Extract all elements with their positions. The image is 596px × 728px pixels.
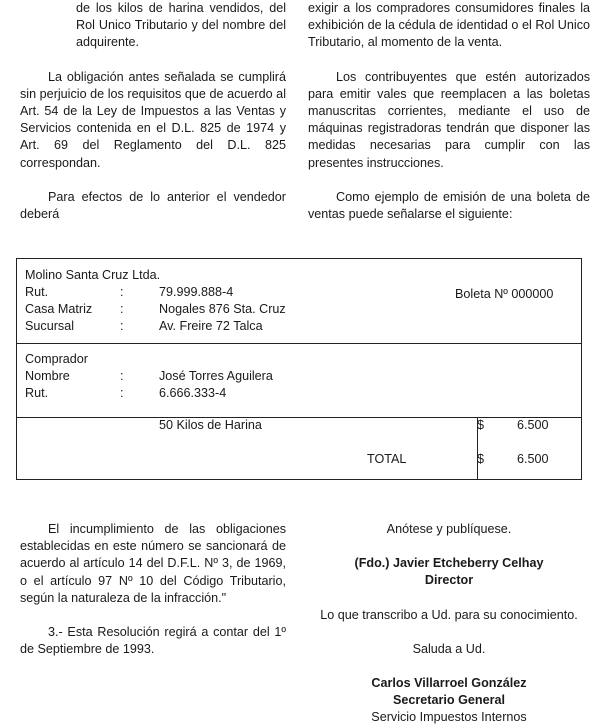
receipt-buyer-name-value: José Torres Aguilera [159,369,273,383]
right-paragraph-1: exigir a los compradores consumidores finales la exhibición de la cédula de identidad o el Rol Unico Tributario, al momento de la venta. [308,1,590,50]
signer-director-title: Director [424,573,474,588]
right-column-top [308,0,590,223]
receipt-company: Molino Santa Cruz Ltda. [25,268,161,282]
receipt-colon: : [120,369,124,383]
left-paragraph-2: La obligación antes señalada se cumplirá sin perjuicio de los requisitos que de acuerdo al Art. 54 de la Ley de Impuestos a las Ventas y Servicios contenida en el D.L. 825 de 1974 y Art. 69 del Reglamento del D.L. 825 correspondan. [20,69,286,170]
receipt-matriz-label: Casa Matriz [25,302,93,316]
receipt-colon: : [120,386,124,400]
left-paragraph-3: Para efectos de lo anterior el vendedor deberá [20,189,286,222]
right-paragraph-2: Los contribuyentes que estén autorizados para emitir vales que reemplacen a las boletas manuscritas corrientes, mediante el uso de máquinas registradoras tendrán que disponer las medidas necesarias para cumplir con las presentes instrucciones. [308,69,590,170]
receipt-divider-2 [17,417,581,418]
receipt-matriz-value: Nogales 876 Sta. Cruz [159,302,286,316]
receipt-colon: : [120,285,124,299]
receipt-buyer-rut-value: 6.666.333-4 [159,386,227,400]
signer-secretary-name: Carlos Villarroel González [371,676,527,691]
receipt-total-label: TOTAL [367,452,407,466]
receipt-total-amount: 6.500 [517,452,549,466]
right-column-bottom [308,521,590,727]
receipt-total-currency: $ [477,452,485,466]
receipt-item-currency: $ [477,418,485,432]
signer-organization: Servicio Impuestos Internos [371,710,527,725]
transcribo-text: Lo que transcribo a Ud. para su conocimiento. [320,607,578,622]
receipt-sucursal-value: Av. Freire 72 Talca [159,319,263,333]
receipt-item-amount: 6.500 [517,418,549,432]
left-paragraph-sanction: El incumplimiento de las obligaciones establecidas en este número se sancionará de acuerdo al artículo 14 del D.F.L. Nº 3, de 1969, o el artículo 97 Nº 10 del Código Tributario, según la naturaleza de la infracción." [20,522,286,605]
signer-director-name: (Fdo.) Javier Etcheberry Celhay [354,556,544,571]
receipt-divider-1 [17,343,581,344]
receipt-item: 50 Kilos de Harina [159,418,262,432]
receipt-colon: : [120,302,124,316]
left-paragraph-resolution: 3.- Esta Resolución regirá a contar del 1º de Septiembre de 1993. [20,625,286,657]
receipt-boleta-number: Boleta Nº 000000 [455,287,554,301]
saluda-text: Saluda a Ud. [412,641,486,656]
receipt-buyer-heading: Comprador [25,352,88,366]
signer-secretary-title: Secretario General [392,693,505,708]
left-paragraph-1: de los kilos de harina vendidos, del Rol Unico Tributario y del nombre del adquirente. [76,1,286,50]
receipt-colon: : [120,319,124,333]
left-column-bottom [20,521,286,658]
anotese-text: Anótese y publíquese. [386,522,512,536]
receipt-buyer-name-label: Nombre [25,369,70,383]
receipt-sucursal-label: Sucursal [25,319,74,333]
receipt-buyer-rut-label: Rut. [25,386,49,400]
left-column-top [20,0,286,223]
right-paragraph-3: Como ejemplo de emisión de una boleta de ventas puede señalarse el siguiente: [308,189,590,222]
receipt-rut-label: Rut. [25,285,49,299]
receipt-example [16,258,582,480]
receipt-rut-value: 79.999.888-4 [159,285,234,299]
